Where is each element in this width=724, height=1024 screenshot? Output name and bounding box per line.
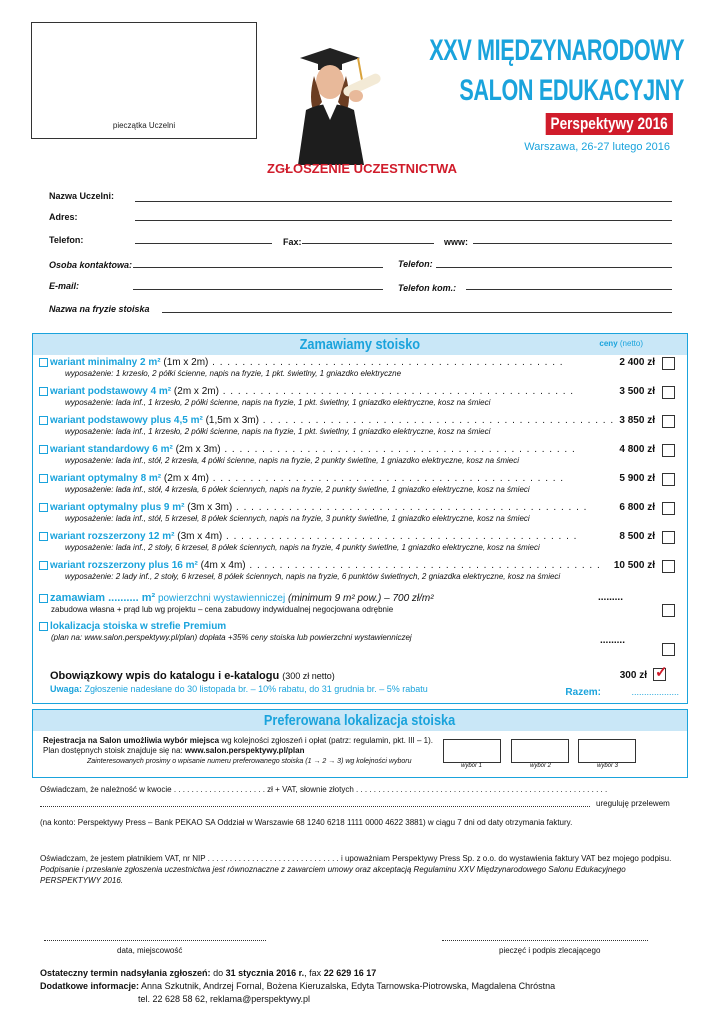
stand-option[interactable] [39,444,679,465]
option-dots: . . . . . . . . . . . . . . . . . . . . . . . . . . . . . . . . . . . . . . . . . . . . . . . [245,560,601,571]
catalog-checkbox[interactable] [653,664,668,681]
option-price: 6 800 zł [619,502,655,513]
option-price: 3 850 zł [619,415,655,426]
discount-note: Uwaga: Zgłoszenie nadesłane do 30 listopada br. – 10% rabatu, do 31 grudnia br. – 5% rabatu [50,684,428,694]
price-header: ceny (netto) [599,339,643,348]
deadline-line: Ostateczny termin nadsyłania zgłoszeń: do 31 stycznia 2016 r., fax 22 629 16 17 [40,968,377,978]
option-dots: . . . . . . . . . . . . . . . . . . . . . . . . . . . . . . . . . . . . . . . . . . . . . . . [220,444,576,455]
check-icon: ✓ [655,664,668,681]
premium-price-box[interactable] [662,643,675,656]
stand-option[interactable] [39,502,679,523]
osoba-input[interactable] [133,267,383,268]
option-checkbox-icon[interactable] [39,445,48,454]
option-dims: (2m x 4m) [163,473,209,484]
form-title: ZGŁOSZENIE UCZESTNICTWA [267,161,457,176]
option-price: 10 500 zł [613,560,655,571]
choice-3-label: wybór 3 [597,763,619,769]
option-checkbox-icon[interactable] [39,387,48,396]
custom-desc: zabudowa własna + prąd lub wg projektu – cena zabudowy indywidualnej negocjowana odrębnie [51,605,394,614]
option-dots: . . . . . . . . . . . . . . . . . . . . . . . . . . . . . . . . . . . . . . . . . . . . . . . [218,386,575,397]
label-fryz: Nazwa na fryzie stoiska [49,304,150,314]
location-line-2: Plan dostępnych stoisk znajduje się na: www.salon.perspektywy.pl/plan [43,746,305,755]
www-input[interactable] [473,243,672,244]
option-checkbox-icon[interactable] [39,503,48,512]
option-price-box[interactable] [662,357,675,370]
custom-checkbox-icon[interactable] [39,594,48,603]
label-email: E-mail: [49,281,80,291]
option-dims: (2m x 3m) [175,444,221,455]
choice-3-input[interactable] [578,739,636,763]
option-desc: wyposażenie: lada inf., 1 krzesło, 2 półki ścienne, napis na fryzie, 1 pkt. świetlny, 1 gniazdko elektryczne, kosz na śmieci [65,398,491,407]
option-checkbox-icon[interactable] [39,532,48,541]
signature-label: pieczęć i podpis zlecającego [499,946,601,955]
choice-2-input[interactable] [511,739,569,763]
custom-dots: ......... [597,592,623,603]
location-heading: Preferowana lokalizacja stoiska [33,710,687,731]
option-desc: wyposażenie: 2 lady inf., 2 stoły, 6 krzeseł, 8 półek ściennych, napis na fryzie, 6 punktów świetlnych, 2 gniazdka elektryczne, kosz na śmieci [65,572,561,581]
option-dims: (1m x 2m) [163,357,209,368]
option-desc: wyposażenie: lada inf., stół, 4 krzesła, 6 półek ściennych, napis na fryzie, 2 punkty świetlne, 1 gniazdko elektryczne, kosz na śmieci [65,485,530,494]
label-www: www: [444,237,468,247]
payment-amount-line: Oświadczam, że należność w kwocie . . . . . . . . . . . . . . . . . . . . . zł + VAT, słownie złotych . . . . . . . . . . . . . . . . . . . . . . . . . . . . . . . . . . . . . . . . . . . . . . . . . . . . . . . . . [40,785,608,794]
stand-option[interactable] [39,415,679,436]
stand-section [32,333,688,704]
telefon-2-input[interactable] [436,267,672,268]
adres-input[interactable] [135,220,672,221]
option-dims: (4m x 4m) [200,560,246,571]
telefon-input[interactable] [135,243,272,244]
option-desc: wyposażenie: lada inf., 1 krzesło, 2 półki ścienne, napis na fryzie, 1 pkt. świetlny, 1 gniazdko elektryczne, kosz na śmieci [65,427,491,436]
location-line-3: Zainteresowanych prosimy o wpisanie numeru preferowanego stoiska (1 → 2 → 3) wg kolejności wyboru [87,758,412,765]
catalog-label: Obowiązkowy wpis do katalogu i e-katalogu (300 zł netto) [50,670,335,682]
premium-dots: ......... [599,635,625,646]
choice-1-label: wybór 1 [461,763,483,769]
option-price-box[interactable] [662,415,675,428]
date-place-input[interactable] [44,940,266,941]
label-uczelnia: Nazwa Uczelni: [49,191,115,201]
option-desc: wyposażenie: 1 krzesło, 2 półki ścienne, napis na fryzie, 1 pkt. świetlny, 1 gniazdko elektryczne [65,369,402,378]
option-dots: . . . . . . . . . . . . . . . . . . . . . . . . . . . . . . . . . . . . . . . . . . . . . . . [232,502,588,513]
title-line-2: SALON EDUKACYJNY [459,74,684,107]
catalog-price: 300 zł [619,670,647,681]
option-dots: . . . . . . . . . . . . . . . . . . . . . . . . . . . . . . . . . . . . . . . . . . . . . . . [208,473,565,484]
option-price-box[interactable] [662,560,675,573]
razem-label: Razem: [565,687,601,698]
choice-1-input[interactable] [443,739,501,763]
telkom-input[interactable] [466,289,672,290]
signature-input[interactable] [442,940,648,941]
label-osoba: Osoba kontaktowa: [49,260,133,270]
option-checkbox-icon[interactable] [39,416,48,425]
option-name: wariant podstawowy 4 m² [50,386,172,397]
option-price: 2 400 zł [619,357,655,368]
option-price-box[interactable] [662,502,675,515]
option-checkbox-icon[interactable] [39,358,48,367]
option-name: wariant rozszerzony plus 16 m² [50,560,198,571]
option-desc: wyposażenie: lada inf., 2 stoły, 6 krzeseł, 8 półek ściennych, napis na fryzie, 4 punkty świetlne, 1 gniazdko elektryczne, kosz na śmieci [65,543,540,552]
option-dims: (2m x 2m) [173,386,219,397]
label-adres: Adres: [49,212,78,222]
choice-2-label: wybór 2 [530,763,552,769]
event-badge: Perspektywy 2016 [545,113,672,135]
label-telkom: Telefon kom.: [398,283,457,293]
option-price-box[interactable] [662,386,675,399]
bank-account-text: (na konto: Perspektywy Press – Bank PEKAO SA Oddział w Warszawie 68 1240 6218 1111 0000 4622 3881) w ciągu 7 dni od daty otrzymania faktury. [40,818,573,827]
option-name: wariant optymalny 8 m² [50,473,162,484]
premium-checkbox-icon[interactable] [39,622,48,631]
option-checkbox-icon[interactable] [39,474,48,483]
location-line-1: Rejestracja na Salon umożliwia wybór miejsca wg kolejności zgłoszeń i opłat (patrz: regulamin, pkt. III – 1). [43,736,433,745]
stand-option[interactable] [39,357,679,378]
date-place-label: data, miejscowość [117,946,183,955]
label-telefon-2: Telefon: [398,259,433,269]
payment-words-input[interactable] [40,806,590,807]
option-desc: wyposażenie: lada inf., stół, 5 krzeseł, 8 półek ściennych, napis na fryzie, 3 punkty świetlne, 1 gniazdko elektryczne, kosz na śmieci [65,514,530,523]
stamp-box [31,22,257,139]
stand-option[interactable] [39,560,679,581]
label-fax: Fax: [283,237,302,247]
stamp-label: pieczątka Uczelni [112,121,176,130]
option-name: wariant rozszerzony 12 m² [50,531,175,542]
payment-transfer-text: ureguluję przelewem [596,799,670,808]
info-line: Dodatkowe informacje: Anna Szkutnik, Andrzej Fornal, Bożena Kieruzalska, Edyta Tarnowska-Piotrowska, Magdalena Chróstna [40,981,556,991]
stand-heading: Zamawiamy stoisko [33,334,687,355]
vat-declaration: Oświadczam, że jestem płatnikiem VAT, nr NIP . . . . . . . . . . . . . . . . . . . . . . . . . . . . . . i upoważniam Perspektywy Press Sp. z o.o. do wystawienia faktury VAT bez mojego podpisu. Podpisanie i przesłanie zgłoszenia uczestnictwa jest równoznaczne z zawarciem umowy oraz akceptacją Regulaminu XXV Międzynarodowego Salonu Edukacyjnego PERSPEKTYWY 2016. [40,854,672,885]
option-desc: wyposażenie: lada inf., stół, 2 krzesła, 4 półki ścienne, napis na fryzie, 2 punkty świetlne, 1 gniazdko elektryczne, kosz na śmieci [65,456,520,465]
uczelnia-input[interactable] [135,201,672,202]
option-dots: . . . . . . . . . . . . . . . . . . . . . . . . . . . . . . . . . . . . . . . . . . . . . . . [208,357,564,368]
location-section [32,709,688,778]
stand-option[interactable] [39,531,679,552]
stand-option[interactable] [39,386,679,407]
custom-price-box[interactable] [662,604,675,617]
option-price: 4 800 zł [619,444,655,455]
option-name: wariant standardowy 6 m² [50,444,173,455]
event-dates: Warszawa, 26-27 lutego 2016 [524,141,670,153]
option-checkbox-icon[interactable] [39,561,48,570]
option-price: 3 500 zł [619,386,655,397]
option-price: 5 900 zł [619,473,655,484]
premium-desc: (plan na: www.salon.perspektywy.pl/plan) dopłata +35% ceny stoiska lub powierzchni wystawienniczej [51,633,412,642]
option-name: wariant podstawowy plus 4,5 m² [50,415,203,426]
label-telefon: Telefon: [49,235,84,245]
premium-option[interactable]: lokalizacja stoiska w strefie Premium ......... (plan na: www.salon.perspektywy.pl/plan) dopłata +35% ceny stoiska lub powierzchni wystawienniczej [39,621,679,642]
option-dims: (1,5m x 3m) [205,415,259,426]
option-price-box[interactable] [662,444,675,457]
option-price-box[interactable] [662,473,675,486]
custom-area-option[interactable]: zamawiam .......... m² powierzchni wystawienniczej (minimum 9 m² pow.) – 700 zł/m² ......... zabudowa własna + prąd lub wg projektu – cena zabudowy indywidualnej negocjowana odrębnie [39,592,679,614]
title-line-1: XXV MIĘDZYNARODOWY [428,34,684,67]
option-price-box[interactable] [662,531,675,544]
option-dims: (3m x 3m) [187,502,233,513]
option-name: wariant optymalny plus 9 m² [50,502,185,513]
fax-input[interactable] [302,243,434,244]
option-dots: . . . . . . . . . . . . . . . . . . . . . . . . . . . . . . . . . . . . . . . . . . . . . . . [222,531,578,542]
razem-input[interactable]: ................... [631,687,679,697]
contact-line: tel. 22 628 58 62, reklama@perspektywy.pl [138,994,311,1004]
graduate-student-image [278,40,388,165]
option-dots: . . . . . . . . . . . . . . . . . . . . . . . . . . . . . . . . . . . . . . . . . . . . . . . [258,415,615,426]
fryz-input[interactable] [162,312,672,313]
option-dims: (3m x 4m) [177,531,223,542]
option-name: wariant minimalny 2 m² [50,357,161,368]
option-price: 8 500 zł [619,531,655,542]
stand-option[interactable] [39,473,679,494]
email-input[interactable] [133,289,383,290]
